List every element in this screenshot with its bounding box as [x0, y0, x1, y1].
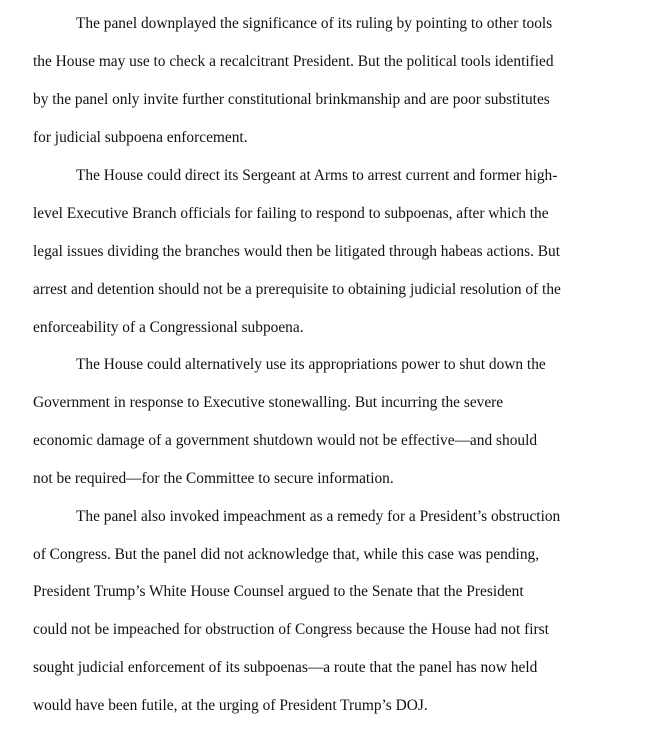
paragraph-4-line-2: of Congress. But the panel did not acknowledge that, while this case was pending, [33, 546, 540, 563]
paragraph-2-line-2: level Executive Branch officials for failing to respond to subpoenas, after which the [33, 205, 549, 222]
paragraph-3-line-3: economic damage of a government shutdown would not be effective—and should [33, 432, 538, 449]
paragraph-2-line-3: legal issues dividing the branches would then be litigated through habeas actions. But [33, 243, 561, 260]
paragraph-4-line-3: President Trump’s White House Counsel argued to the Senate that the President [33, 583, 524, 600]
paragraph-2-line-5: enforceability of a Congressional subpoena. [33, 319, 304, 336]
paragraph-1-line-1: The panel downplayed the significance of its ruling by pointing to other tools [76, 15, 553, 32]
paragraph-3-line-2: Government in response to Executive stonewalling. But incurring the severe [33, 394, 504, 411]
paragraph-1-line-4: for judicial subpoena enforcement. [33, 129, 248, 146]
paragraph-4-line-5: sought judicial enforcement of its subpoenas—a route that the panel has now held [33, 659, 538, 676]
paragraph-1-line-3: by the panel only invite further constitutional brinkmanship and are poor substitutes [33, 91, 550, 108]
paragraph-3-line-4: not be required—for the Committee to secure information. [33, 470, 394, 487]
paragraph-4-line-4: could not be impeached for obstruction of Congress because the House had not first [33, 621, 549, 638]
paragraph-3-line-1: The House could alternatively use its appropriations power to shut down the [76, 356, 546, 373]
paragraph-4-line-1: The panel also invoked impeachment as a remedy for a President’s obstruction [76, 508, 561, 525]
paragraph-4-line-6: would have been futile, at the urging of President Trump’s DOJ. [33, 697, 428, 714]
paragraph-2-line-1: The House could direct its Sergeant at Arms to arrest current and former high- [76, 167, 558, 184]
paragraph-1-line-2: the House may use to check a recalcitrant President. But the political tools identified [33, 53, 554, 70]
paragraph-2-line-4: arrest and detention should not be a prerequisite to obtaining judicial resolution of the [33, 281, 561, 298]
